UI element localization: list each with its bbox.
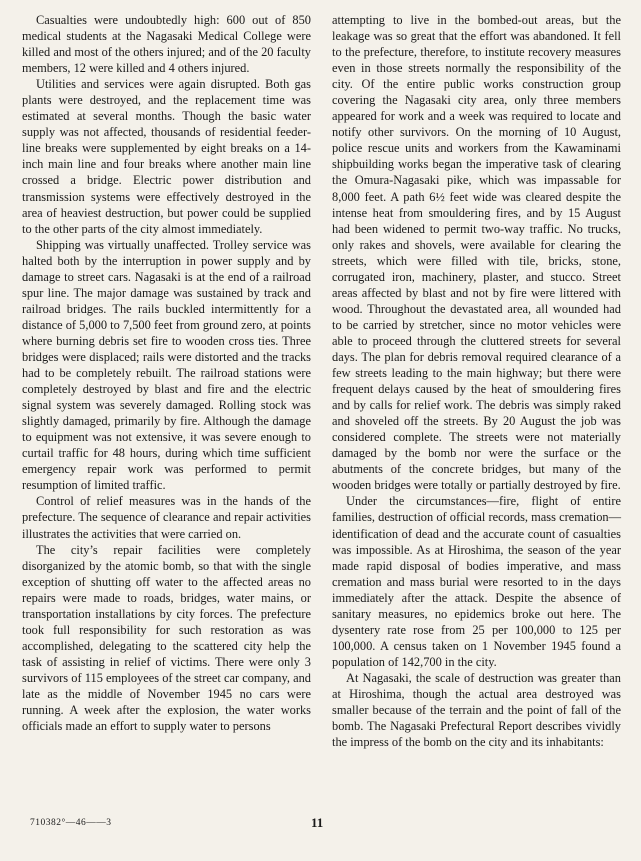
paragraph: The city’s repair facilities were completely disorganized by the atomic bomb, so that with the single exception of shutting off water to the affected areas no repairs were made to roads, bridges, water mains, or transportation installations by city forces. The prefecture took full responsibility for such restoration as was accomplished, delegating to the scattered city help the task of assisting in relief of victims. There were only 3 survivors of 115 employees of the street car company, and late as the middle of November 1945 no cars were running. A week after the explosion, the water works officials made an effort to supply water to persons xyxy=(22,542,311,734)
left-column xyxy=(22,12,311,734)
paragraph-continuation: attempting to live in the bombed-out areas, but the leakage was so great that the effort was abandoned. It fell to the prefecture, therefore, to institute recovery measures even in those streets normally the responsibility of the city. Of the entire public works construction group covering the Nagasaki city area, only three members appeared for work and a week was required to locate and notify other survivors. On the morning of 10 August, police rescue units and workers from the Kawaminami shipbuilding works began the imperative task of clearing the Omura-Nagasaki pike, which was impassable for 8,000 feet. A path 6½ feet wide was cleared despite the intense heat from smouldering fires, and by 15 August had been widened to permit two-way traffic. No trucks, only rakes and shovels, were available for clearing the streets, which were filled with tile, bricks, stone, corrugated iron, machinery, plaster, and stucco. Street areas affected by blast and not by fire were littered with wood. Throughout the devastated area, all wounded had to be carried by stretcher, since no motor vehicles were able to proceed through the cluttered streets for several days. The plan for debris removal required clearance of a few streets leading to the main highway; but there were frequent delays caused by the heat of smouldering fires and by calls for relief work. The debris was simply raked and shoveled off the streets. By 20 August the job was considered complete. The streets were not materially damaged by the bomb nor were the surface or the abutments of the concrete bridges, but many of the wooden bridges were totally or partially destroyed by fire. xyxy=(332,13,621,493)
print-code: 710382°—46——3 xyxy=(30,818,112,828)
paragraph: Utilities and services were again disrupted. Both gas plants were destroyed, and the replacement time was estimated at several months. Though the basic water supply was not affected, thousands of residential feeder-line breaks were supplemented by eight breaks on a 14-inch main line and four breaks where another main line crossed a bridge. Electric power distribution and transmission systems were effectively destroyed in the area of heaviest destruction, but power could be supplied to the other parts of the city almost immediately. xyxy=(22,77,311,236)
paragraph: At Nagasaki, the scale of destruction was greater than at Hiroshima, though the actual area destroyed was smaller because of the terrain and the point of fall of the bomb. The Nagasaki Prefectural Report describes vividly the impress of the bomb on the city and its inhabitants: xyxy=(332,670,621,750)
paragraph: Control of relief measures was in the hands of the prefecture. The sequence of clearance and repair activities illustrates the activities that were carried on. xyxy=(22,494,311,541)
paragraph: Shipping was virtually unaffected. Trolley service was halted both by the interruption in power supply and by damage to street cars. Nagasaki is at the end of a railroad spur line. The major damage was sustained by track and railroad bridges. The rails buckled intermittently for a distance of 5,000 to 7,500 feet from ground zero, at points where burning debris set fire to wooden cross ties. Three bridges were displaced; rails were distorted and the tracks had to be completely rebuilt. The railroad stations were completely destroyed by blast and fire and the electric signal system was severely damaged. Rolling stock was slightly damaged, primarily by fire. Although the damage to equipment was not extensive, it was severe enough to curtail traffic for 48 hours, during which time sufficient emergency repair work was performed to permit resumption of limited traffic. xyxy=(22,237,311,493)
page-number: 11 xyxy=(311,815,324,830)
right-column xyxy=(332,12,621,750)
paragraph: Casualties were undoubtedly high: 600 out of 850 medical students at the Nagasaki Medical College were killed and most of the others injured; and of the 20 faculty members, 12 were killed and 4 others injured. xyxy=(22,13,311,76)
paragraph: Under the circumstances—fire, flight of entire families, destruction of official records, mass cremation—identification of dead and the accurate count of casualties was impossible. As at Hiroshima, the season of the year made rapid disposal of bodies imperative, and mass cremation and mass burial were resorted to in the days immediately after the attack. Despite the absence of sanitary measures, no epidemics broke out here. The dysentery rate rose from 25 per 100,000 to 125 per 100,000. A census taken on 1 November 1945 found a population of 142,700 in the city. xyxy=(332,494,621,669)
